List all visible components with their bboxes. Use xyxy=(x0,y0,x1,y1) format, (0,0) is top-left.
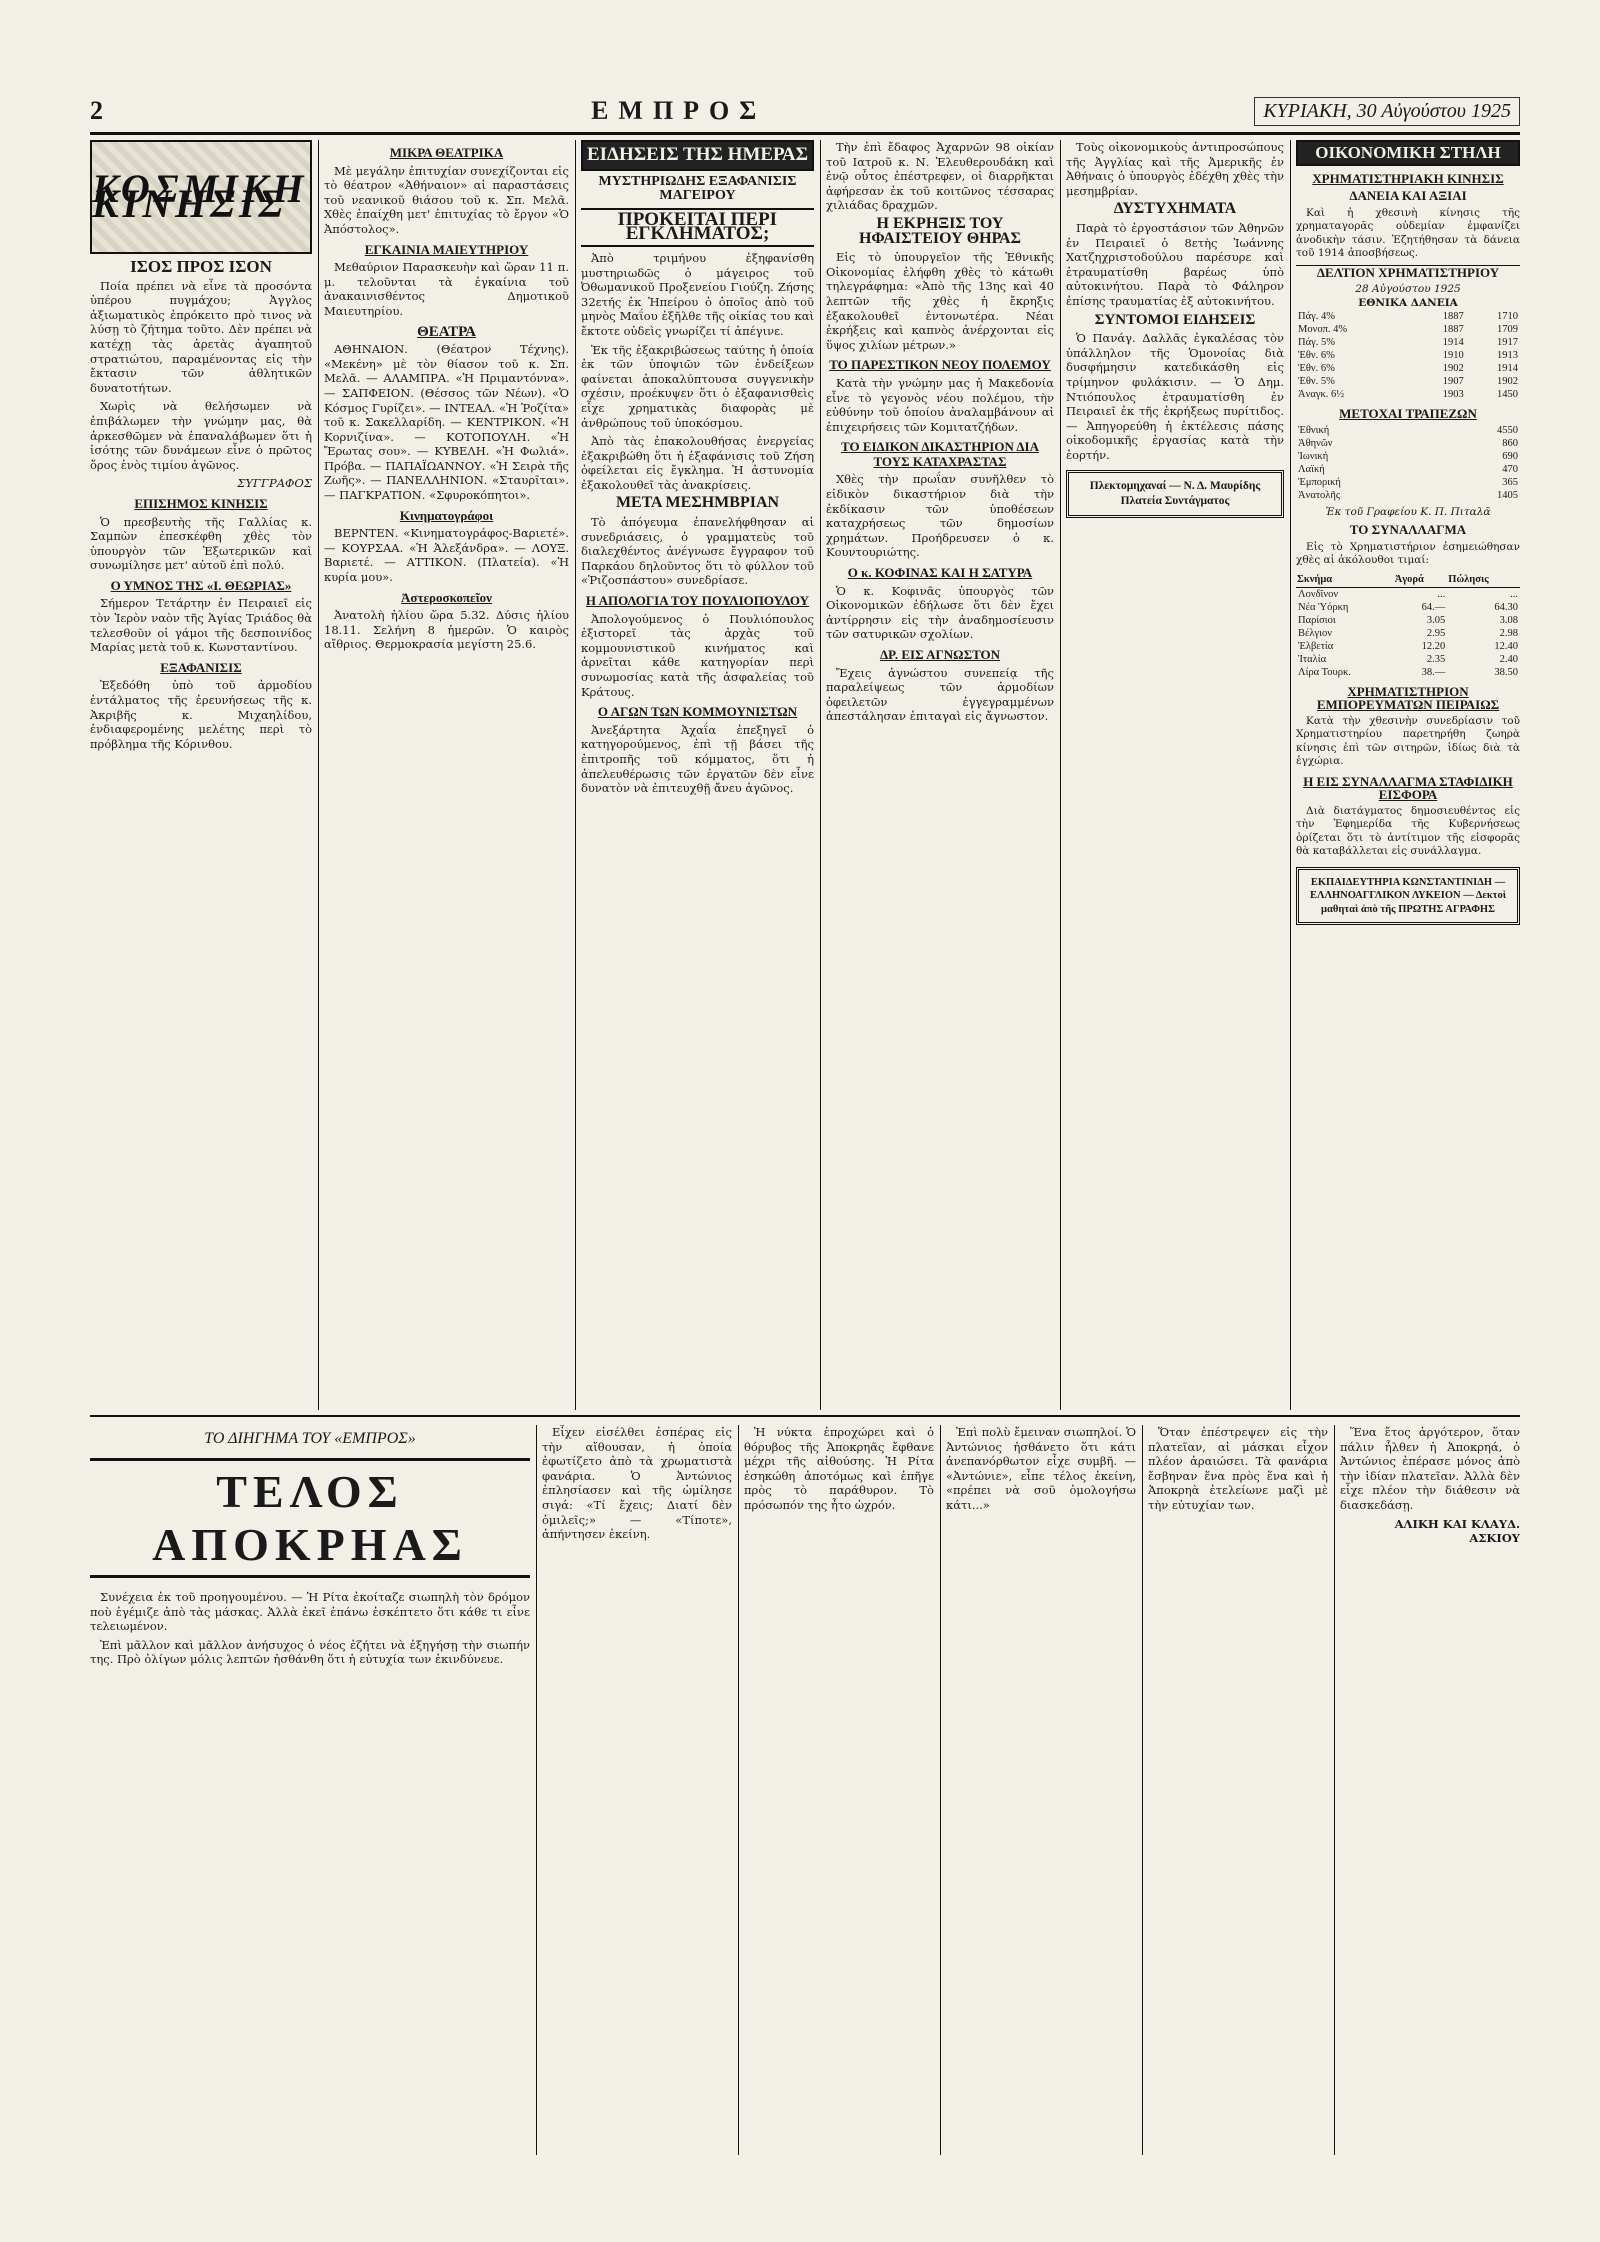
paragraph: Ἐπὶ μᾶλλον καὶ μᾶλλον ἀνήσυχος ὁ νέος ἐζήτει νὰ ἐξηγήσῃ τὴν σιωπήν της. Πρὸ ὀλίγων μόλις λεπτῶν ἠσθάνθη ὅτι ἡ εὐτυχία των ἐκινδύνευε. xyxy=(90,1637,530,1667)
paragraph: Τοὺς οἰκονομικοὺς ἀντιπροσώπους τῆς Ἀγγλίας καὶ τῆς Ἀμερικῆς ἐν Ἀθήναις ὁ ὑπουργὸς ἐδέχθη χθὲς τὴν μεσημβρίαν. xyxy=(1066,140,1284,198)
table-row xyxy=(1296,375,1520,388)
column-theatre xyxy=(324,140,569,1410)
table-cell: 64.30 xyxy=(1494,601,1518,613)
section-heading: ΔΡ. ΕΙΣ ΑΓΝΩΣΤΟΝ xyxy=(879,647,1001,662)
table-row xyxy=(1296,362,1520,375)
table-row xyxy=(1296,653,1520,666)
table-cell: Ἰωνική xyxy=(1298,450,1329,462)
table-cell: 1450 xyxy=(1497,389,1518,400)
fx-header: Πώλησις xyxy=(1447,572,1520,588)
paragraph: Εἶχεν εἰσέλθει ἐσπέρας εἰς τὴν αἴθουσαν, ἡ ὁποία ἐφωτίζετο ἀπὸ τὰ χρωματιστὰ φανάρια. Ὁ Ἀντώνιος ἐπλησίασεν καὶ τῆς ὡμίλησε σιγά: «Τί ἔχεις; Διατί δὲν ὁμιλεῖς;» — «Τίποτε», ἀπήντησεν ἐκείνη. xyxy=(542,1425,732,1542)
table-row xyxy=(1296,476,1520,489)
table-cell: 1405 xyxy=(1497,489,1518,501)
section-heading: ΧΡΗΜΑΤΙΣΤΗΡΙΑΚΗ ΚΙΝΗΣΙΣ xyxy=(1312,170,1504,186)
paragraph: Παρὰ τὸ ἐργοστάσιον τῶν Ἀθηνῶν ἐν Πειραιεῖ ὁ 8ετὴς Ἰωάννης Χατζηχριστοδούλου παρέσυρε καὶ ἐτραυματίσθη βαρέως ὑπὸ αὐτοκινήτου. Παρὰ τὸ Φάληρον ἐπίσης τραυματίας ἐξ αὐτοκινήτου. xyxy=(1066,220,1284,308)
section-heading-theatres: ΘΕΑΤΡΑ xyxy=(417,323,476,340)
section-heading: ΜΙΚΡΑ ΘΕΑΤΡΙΚΑ xyxy=(389,145,504,160)
story-col-5 xyxy=(1148,1425,1328,2155)
column-economy xyxy=(1296,140,1520,1410)
section-heading: ΔΑΝΕΙΑ ΚΑΙ ΑΞΙΑΙ xyxy=(1349,188,1467,203)
page-number: 2 xyxy=(90,96,103,125)
exchange-table xyxy=(1296,572,1520,679)
cinemas-list: ΒΕΡΝΤΕΝ. «Κινηματογράφος-Βαριετέ». — ΚΟΥΡΣΑΑ. «Ἡ Ἀλεξάνδρα». — ΛΟΥΞ. Βαριετέ. — ΑΤΤΙΚΟΝ. (Πλατεία). «Ἡ κυρία μου». xyxy=(324,526,569,585)
table-cell: Ἐθνική xyxy=(1298,424,1330,436)
section-heading: Η ΑΠΟΛΟΓΙΑ ΤΟΥ ΠΟΥΛΙΟΠΟΥΛΟΥ xyxy=(585,593,810,609)
table-cell: 1913 xyxy=(1497,350,1518,361)
section-heading: ΤΟ ΕΙΔΙΚΟΝ ΔΙΚΑΣΤΗΡΙΟΝ ΔΙΑ ΤΟΥΣ ΚΑΤΑΧΡΑΣΤΑΣ xyxy=(841,439,1039,469)
story-col-3 xyxy=(744,1425,934,2155)
table-cell: Ἀθηνῶν xyxy=(1298,437,1333,449)
bulletin-subheading: ΕΘΝΙΚΑ ΔΑΝΕΙΑ xyxy=(1358,296,1458,309)
table-cell: Ἐθν. 5% xyxy=(1298,376,1335,387)
advertisement-school: ΕΚΠΑΙΔΕΥΤΗΡΙΑ ΚΩΝΣΤΑΝΤΙΝΙΔΗ — ΕΛΛΗΝΟΑΓΓΛΙΚΟΝ ΛΥΚΕΙΟΝ — Δεκτοὶ μαθηταὶ ἀπὸ τῆς ΠΡΩΤΗΣ ΑΓΡΑΦΗΣ xyxy=(1296,867,1520,926)
paragraph: Ἀνατολὴ ἡλίου ὥρα 5.32. Δύσις ἡλίου 18.11. Σελήνη 8 ἡμερῶν. Ὁ καιρὸς αἴθριος. Θερμοκρασία μεγίστη 25.6. xyxy=(324,608,569,652)
paragraph: Ἀνεξάρτητα Ἀχαΐα ἐπεξηγεῖ ὁ κατηγορούμενος, ἐπὶ τῇ βάσει τῆς ἐπιτροπῆς τοῦ κόμματος, ὅτι ἡ ἀπελευθέρωσις τῶν ἐργατῶν δὲν εἶνε δυνατὸν νὰ ἐπιτευχθῇ ἄνευ ἀγῶνος. xyxy=(581,722,814,796)
section-heading: ΤΟ ΣΥΝΑΛΛΑΓΜΑ xyxy=(1349,522,1467,537)
paragraph: Ὅταν ἐπέστρεψεν εἰς τὴν πλατεῖαν, αἱ μάσκαι εἶχον πλέον ἀραιώσει. Τὰ φανάρια ἔσβηναν ἕνα πρὸς ἕνα καὶ ἡ Ἀποκρηὰ ἐτελείωνε μαζὶ μὲ τὴν εὐτυχίαν των. xyxy=(1148,1425,1328,1512)
paragraph: Σήμερον Τετάρτην ἐν Πειραιεῖ εἰς τὸν Ἱερὸν ναὸν τῆς Ἁγίας Τριάδος θὰ τελεσθοῦν οἱ γάμοι τῆς δεσποινίδος Μαρίας μετὰ τοῦ κ. Κωνσταντίνου. xyxy=(90,596,312,655)
column-society xyxy=(90,140,312,1410)
table-cell: Πάγ. 4% xyxy=(1298,311,1335,322)
paragraph: Μὲ μεγάλην ἐπιτυχίαν συνεχίζονται εἰς τὸ θέατρον «Ἀθήναιον» αἱ παραστάσεις τοῦ νεανικοῦ θιάσου τοῦ κ. Σπ. Μελᾶ. Χθὲς ἐπαίχθη μετ' ἐπιτυχίας τὸ ἔργον «Ὁ Ἀπόστολος». xyxy=(324,163,569,236)
table-cell: 3.05 xyxy=(1426,614,1446,626)
paragraph: Μεθαύριον Παρασκευὴν καὶ ὥραν 11 π. μ. τελοῦνται τὰ ἐγκαίνια τοῦ ἀνακαινισθέντος Δημοτικοῦ Μαιευτηρίου. xyxy=(324,260,569,318)
table-row xyxy=(1296,640,1520,653)
section-heading: ΕΓΚΑΙΝΙΑ ΜΑΙΕΥΤΗΡΙΟΥ xyxy=(364,241,529,257)
table-row xyxy=(1296,310,1520,323)
table-cell: Λονδῖνον xyxy=(1298,588,1339,600)
paragraph: Καὶ ἡ χθεσινὴ κίνησις τῆς χρηματαγορᾶς οὐδεμίαν ἐμφανίζει ἀνοδικὴν τάσιν. Ἐζητήθησαν τὰ δάνεια τοῦ 1914 ἀποσβήσεως. xyxy=(1296,206,1520,259)
paragraph: Εἰς τὸ ὑπουργεῖον τῆς Ἐθνικῆς Οἰκονομίας ἐλήφθη χθὲς τὸ κάτωθι τηλεγράφημα: «Ἀπὸ τῆς 13ης καὶ 40 λεπτῶν τῆς χθὲς ἡ ἔκρηξις ἐξακολουθεῖ ἐντονωτέρα. Νέαι ἐκρήξεις καὶ καπνὸς ἀνέρχονται εἰς ὕψος χιλίων μέτρων.» xyxy=(826,250,1054,352)
fx-header: Σκνήμα xyxy=(1296,572,1394,588)
table-cell: 64.— xyxy=(1421,601,1446,613)
table-cell: Ἀναγκ. 6½ xyxy=(1298,389,1345,400)
paragraph: Τὴν ἐπὶ ἔδαφος Ἀχαρνῶν 98 οἰκίαν τοῦ Ιατροῦ κ. Ν. Ἐλευθερουδάκη καὶ ἐνῷ οὗτος ἐπέστρεφεν, οἱ διαρρῆκται ἀφήρεσαν ἐκ τοῦ κοιτῶνος τέσσαρας χιλιάδας δραχμῶν. xyxy=(826,140,1054,213)
story-header xyxy=(90,1430,530,1580)
section-heading: Η ΕΙΣ ΣΥΝΑΛΛΑΓΜΑ ΣΤΑΦΙΔΙΚΗ ΕΙΣΦΟΡΑ xyxy=(1303,773,1513,802)
section-heading: Ο ΥΜΝΟΣ ΤΗΣ «Ι. ΘΕΩΡΙΑΣ» xyxy=(110,577,292,593)
table-cell: 1914 xyxy=(1442,337,1464,348)
table-row xyxy=(1296,424,1520,437)
section-heading: Κινηματογράφοι xyxy=(399,507,494,523)
table-row xyxy=(1296,349,1520,362)
table-cell: ... xyxy=(1510,588,1518,600)
section-heading: ΤΟ ΠΑΡΕΣΤΙΚΟΝ ΝΕΟΥ ΠΟΛΕΜΟΥ xyxy=(829,357,1051,373)
table-row xyxy=(1296,463,1520,476)
story-col-1 xyxy=(90,1590,530,2150)
table-row xyxy=(1296,601,1520,614)
table-row xyxy=(1296,627,1520,640)
table-cell: 1907 xyxy=(1442,376,1464,387)
loans-table xyxy=(1296,310,1520,401)
masthead xyxy=(90,90,1520,135)
table-cell: 2.40 xyxy=(1499,653,1518,665)
table-cell: 3.08 xyxy=(1499,614,1518,626)
table-cell: 1710 xyxy=(1497,311,1518,322)
section-heading: Η ΕΚΡΗΞΙΣ ΤΟΥ ΗΦΑΙΣΤΕΙΟΥ ΘΗΡΑΣ xyxy=(858,214,1022,247)
column-news-3 xyxy=(1066,140,1284,1410)
story-author: ΑΛΙΚΗ ΚΑΙ ΚΛΑΥΔ. ΑΣΚΙΟΥ xyxy=(1394,1516,1520,1546)
news-headline: ΠΡΟΚΕΙΤΑΙ ΠΕΡΙ ΕΓΚΛΗΜΑΤΟΣ; xyxy=(581,208,814,247)
paragraph: Ὁ κ. Κοφινᾶς ὑπουργὸς τῶν Οἰκονομικῶν ἐδήλωσε ὅτι δὲν ἔχει ἀντίρρησιν εἰς τὴν ἀναδημοσίευσιν τῶν σατυρικῶν σχολίων. xyxy=(826,583,1054,642)
section-heading: Ο κ. ΚΟΦΙΝΑΣ ΚΑΙ Η ΣΑΤΥΡΑ xyxy=(847,565,1033,581)
table-cell: 12.20 xyxy=(1421,640,1446,652)
table-cell: Ἑλβετία xyxy=(1298,640,1334,652)
section-heading: Ἀστεροσκοπεῖον xyxy=(401,589,492,605)
table-cell: Νέα Ὑόρκη xyxy=(1298,601,1349,613)
section-heading: ΕΞΑΦΑΝΙΣΙΣ xyxy=(160,659,242,675)
fx-header: Ἀγορά xyxy=(1394,572,1448,588)
section-heading: ΜΕΤΑ ΜΕΣΗΜΒΡΙΑΝ xyxy=(615,494,780,512)
table-row xyxy=(1296,388,1520,401)
table-cell: 1903 xyxy=(1442,389,1464,400)
table-cell: 1887 xyxy=(1442,324,1464,335)
paragraph: Ἐξεδόθη ὑπὸ τοῦ ἀρμοδίου ἐντάλματος τῆς ἐρευνήσεως τῆς κ. Ἀκριβῆς κ. Μιχαηλίδου, ἐνδιαφερομένης μελέτης περὶ τὸ πρόβλημα τῆς Κόρινθου. xyxy=(90,678,312,751)
section-heading: ΣΥΝΤΟΜΟΙ ΕΙΔΗΣΕΙΣ xyxy=(1094,311,1256,328)
paragraph: Κατὰ τὴν γνώμην μας ἡ Μακεδονία εἶνε τὸ γεγονὸς νέου πολέμου, τὴν εὐθύνην τοῦ ὁποίου ἀναλαμβάνουν αἱ ἐπιχειρήσεις τῶν Κομιτατζήδων. xyxy=(826,375,1054,434)
column-news xyxy=(581,140,814,1410)
bulletin-date: 28 Αὐγούστου 1925 xyxy=(1355,283,1461,295)
paragraph: Κατὰ τὴν χθεσινὴν συνεδρίασιν τοῦ Χρηματιστηρίου παρετηρήθη ζωηρὰ κίνησις ἐπὶ τῶν σιτηρῶν, ἰδίως διὰ τὰ ἐγχώρια. xyxy=(1296,714,1520,767)
section-heading: Ο ΑΓΩΝ ΤΩΝ ΚΟΜΜΟΥΝΙΣΤΩΝ xyxy=(597,704,798,720)
story-col-2 xyxy=(542,1425,732,2155)
table-cell: 1709 xyxy=(1497,324,1518,335)
table-cell: Ἐμπορική xyxy=(1298,476,1341,488)
table-row xyxy=(1296,666,1520,679)
story-title: ΤΕΛΟΣ ΑΠΟΚΡΗΑΣ xyxy=(90,1458,530,1578)
table-cell: 4550 xyxy=(1497,424,1518,436)
story-col-4 xyxy=(946,1425,1136,2155)
table-cell: 1914 xyxy=(1497,363,1518,374)
paragraph: Ἔχεις ἀγνώστου συνεπείᾳ τῆς παραλείψεως τῶν ἀρμοδίων ὀφειλετῶν ἐγγεγραμμένων ἀπεστάλησαν ἐπιταγαὶ εἰς ἄγνωστον. xyxy=(826,665,1054,724)
paragraph: Ἕνα ἔτος ἀργότερον, ὅταν πάλιν ἦλθεν ἡ Ἀποκρηά, ὁ Ἀντώνιος ἐπέρασε μόνος ἀπὸ τὴν ἰδίαν πλατεῖαν. Ἀλλὰ δὲν εἶχε πλέον τὴν διάθεσιν νὰ διασκεδάσῃ. xyxy=(1340,1425,1520,1512)
table-cell: Μονοπ. 4% xyxy=(1298,324,1348,335)
section-heading: ΔΥΣΤΥΧΗΜΑΤΑ xyxy=(1113,200,1237,218)
paragraph: Ἀπολογούμενος ὁ Πουλιόπουλος ἐξιστορεῖ τὰς ἀρχὰς τοῦ κομμουνιστικοῦ κινήματος καὶ ἀρνεῖται κάθε κατηγορίαν περὶ συνωμοσίας κατὰ τῆς ἀσφαλείας τοῦ Κράτους. xyxy=(581,611,814,699)
table-cell: 1902 xyxy=(1442,363,1464,374)
table-cell: 12.40 xyxy=(1494,640,1518,652)
table-cell: 1887 xyxy=(1442,311,1464,322)
table-cell: 38.— xyxy=(1421,666,1446,678)
table-cell: 2.95 xyxy=(1426,627,1446,639)
society-logo-text: ΚΟΣΜΙΚΗ ΚΙΝΗΣΙΣ xyxy=(92,166,308,226)
table-cell: ... xyxy=(1437,588,1446,600)
table-cell: 470 xyxy=(1502,463,1518,475)
table-cell: Βέλγιον xyxy=(1298,627,1332,639)
table-row xyxy=(1296,323,1520,336)
table-cell: Λαϊκή xyxy=(1298,463,1325,475)
table-row xyxy=(1296,614,1520,627)
paragraph: Ὁ Πανάγ. Δαλλᾶς ἐγκαλέσας τὸν ὑπάλληλον τῆς Ὁμονοίας διὰ δυσφήμησιν κατεδικάσθη εἰς τρίμηνον φυλάκισιν. — Ὁ Δημ. Ντιόπουλος ἐτραυματίσθη ἐν Πειραιεῖ ἐκ τῆς ἐκρήξεως πυρίτιδος. — Ἀπηγορεύθη ἡ ἐκτέλεσις πάσης οἰκοδομικῆς ἐργασίας κατὰ τὴν ἑορτήν. xyxy=(1066,331,1284,462)
table-cell: Ἰταλία xyxy=(1298,653,1327,665)
story-kicker: ΤΟ ΔΙΗΓΗΜΑ ΤΟΥ «ΕΜΠΡΟΣ» xyxy=(204,1430,416,1447)
table-cell: Λίρα Τουρκ. xyxy=(1298,666,1351,678)
table-cell: Πάγ. 5% xyxy=(1298,337,1335,348)
paragraph: Εἰς τὸ Χρηματιστήριον ἐσημειώθησαν χθὲς αἱ ἀκόλουθοι τιμαί: xyxy=(1296,540,1520,566)
table-row xyxy=(1296,450,1520,463)
section-heading: ΧΡΗΜΑΤΙΣΤΗΡΙΟΝ ΕΜΠΟΡΕΥΜΑΤΩΝ ΠΕΙΡΑΙΩΣ xyxy=(1316,683,1500,712)
paragraph: Ἀπὸ τὰς ἐπακολουθήσας ἐνεργείας ἐξακριβώθη ὅτι ἡ ἐξαφάνισις τοῦ Ζήση ὀφείλεται εἰς ἔγκλημα. Ἡ ἀστυνομία ἐξακολουθεῖ τὰς ἀνακρίσεις. xyxy=(581,434,814,492)
story-col-6 xyxy=(1340,1425,1520,2155)
paragraph: Διὰ διατάγματος δημοσιευθέντος εἰς τὴν Ἐφημερίδα τῆς Κυβερνήσεως ὁρίζεται ὅτι τὸ ἀντίτιμον τῆς εἰσφορᾶς θὰ καταβάλλεται εἰς συνάλλαγμα. xyxy=(1296,804,1520,857)
table-cell: 38.50 xyxy=(1494,666,1518,678)
banks-table xyxy=(1296,424,1520,502)
source-note: Ἐκ τοῦ Γραφείου Κ. Π. Πιταλᾶ xyxy=(1325,505,1491,518)
table-cell: 690 xyxy=(1502,450,1518,462)
paragraph: Ἐπὶ πολὺ ἔμειναν σιωπηλοί. Ὁ Ἀντώνιος ἠσθάνετο ὅτι κάτι ἀνεπανόρθωτον εἶχε συμβῆ. — «Ἀντώνιε», εἶπε τέλος ἐκείνη, «πρέπει νὰ σοῦ ὁμολογήσω κάτι...» xyxy=(946,1425,1136,1512)
table-row xyxy=(1296,489,1520,502)
theatres-list: ΑΘΗΝΑΙΟΝ. (Θέατρον Τέχνης). «Μεκένη» μὲ τὸν θίασον τοῦ κ. Σπ. Μελᾶ. — ΑΛΑΜΠΡΑ. «Ἡ Πριμαντόννα». — ΣΑΠΦΕΙΟΝ. (Θέσσος τῶν Νέων). «Ὁ Κόσμος Γυρίζει». — ΙΝΤΕΑΛ. «Ἡ Ῥοζίτα» τοῦ κ. Σακελλαρίδη. — ΚΕΝΤΡΙΚΟΝ. «Ἡ Κορνιζίνα». — ΚΟΤΟΠΟΥΛΗ. «Ἡ Ἔρωτας σου». — ΚΥΒΕΛΗ. «Ἡ Φωλιά». Πρόβα. — ΠΑΠΑΪΩΑΝΝΟΥ. «Ἡ Σειρὰ τῆς Ζωῆς». — ΠΑΝΕΛΛΗΝΙΟΝ. «Σταυρῖται». — ΠΑΓΚΡΑΤΙΟΝ. «Σφυροκόπητοι». xyxy=(324,342,569,503)
column-news-2 xyxy=(826,140,1054,1410)
economy-header: ΟΙΚΟΝΟΜΙΚΗ ΣΤΗΛΗ xyxy=(1296,140,1520,166)
table-cell: Παρίσιοι xyxy=(1298,614,1336,626)
paragraph: Τὸ ἀπόγευμα ἐπανελήφθησαν αἱ συνεδριάσεις, ὁ γραμματεὺς τοῦ διαλεχθέντος ἀνέγνωσε ἔγγραφον τοῦ Παρκάου δηλοῦντος ὅτι τὸ φύλλον τοῦ «Ῥιζοσπάστου» συνεδρίασε. xyxy=(581,515,814,588)
table-cell: Ἐθν. 6% xyxy=(1298,350,1335,361)
table-cell: 2.98 xyxy=(1499,627,1518,639)
table-cell: 2.35 xyxy=(1426,653,1446,665)
table-row xyxy=(1296,437,1520,450)
table-cell: 1902 xyxy=(1497,376,1518,387)
issue-date: ΚΥΡΙΑΚΗ, 30 Αὐγούστου 1925 xyxy=(1254,97,1520,126)
paragraph: Χθὲς τὴν πρωΐαν συνῆλθεν τὸ εἰδικὸν δικαστήριον διὰ τὴν ἐκδίκασιν τῶν ὑποθέσεων καταχρήσεως τῶν δημοσίων χρημάτων. Προήδρευσεν ὁ κ. Κουντουριώτης. xyxy=(826,472,1054,560)
paragraph: Ἡ νύκτα ἐπροχώρει καὶ ὁ θόρυβος τῆς Ἀποκρηᾶς ἔφθανε μέχρι τῆς αἰθούσης. Ἡ Ρίτα ἐσηκώθη ἀποτόμως καὶ ἐπῆγε πρὸς τὸ παράθυρον. Τὸ πρόσωπόν της ἦτο ὠχρόν. xyxy=(744,1425,934,1512)
section-heading: ΔΕΛΤΙΟΝ ΧΡΗΜΑΤΙΣΤΗΡΙΟΥ xyxy=(1296,265,1520,280)
paragraph: Ἐκ τῆς ἐξακριβώσεως ταύτης ἡ ὁποία ἐκ τῶν ὑποψιῶν τῶν ἐνδείξεων φαίνεται ἀποκαλύπτουσα συγγενικὴν σχέσιν, προέκυψεν ὅτι ὁ ἐξαφανισθεὶς εἶχε χρηματικὰς διαφορὰς μὲ ἀνθρώπους τοῦ ὑποκόσμου. xyxy=(581,342,814,430)
table-cell: 1917 xyxy=(1497,337,1518,348)
society-logo xyxy=(90,140,312,254)
paragraph: Συνέχεια ἐκ τοῦ προηγουμένου. — Ἡ Ρίτα ἐκοίταζε σιωπηλὴ τὸν δρόμον ποὺ ἐγέμιζε ἀπὸ τὰς μάσκας. Ἀλλὰ ἐκεῖ ἐπάνω ἐσκέπτετο ὅτι κάθε τι εἶνε τελειωμένον. xyxy=(90,1590,530,1634)
table-cell: 860 xyxy=(1502,437,1518,449)
article-title-isos: ΙΣΟΣ ΠΡΟΣ ΙΣΟΝ xyxy=(130,257,272,276)
paragraph: Χωρὶς νὰ θελήσωμεν νὰ ἐπιβάλωμεν τὴν γνώμην μας, θὰ ἀρκεσθῶμεν νὰ ἐπαναλάβωμεν ὅτι ἡ ἰσότης τῶν δυνάμεων εἶνε ὁ πρῶτος ὅρος ἑνὸς τιμίου ἀγῶνος. xyxy=(90,399,312,472)
paragraph: Ποία πρέπει νὰ εἶνε τὰ προσόντα ὑπέρου πυγμάχου; Ἀγγλος ἀξιωματικὸς ἐπρόκειτο πρὸ τινος νὰ λύσῃ τὸ ζήτημα τοῦτο. Δὲν πρέπει νὰ κατέχῃ τὰς ἀρετὰς ἀγαπητοῦ στρατιώτου, παραμένοντας εἰς τὴν ἔκτασιν τῶν ἀθλητικῶν δυνατοτήτων. xyxy=(90,278,312,395)
section-heading: ΜΕΤΟΧΑΙ ΤΡΑΠΕΖΩΝ xyxy=(1339,406,1477,421)
section-heading: ΕΠΙΣΗΜΟΣ ΚΙΝΗΣΙΣ xyxy=(134,495,268,511)
news-kicker: ΜΥΣΤΗΡΙΩΔΗΣ ΕΞΑΦΑΝΙΣΙΣ ΜΑΓΕΙΡΟΥ xyxy=(598,173,797,204)
signature: ΣΥΓΓΡΑΦΟΣ xyxy=(237,476,312,491)
paragraph: Ἀπὸ τριμήνου ἐξηφανίσθη μυστηριωδῶς ὁ μάγειρος τοῦ Ὀθωμανικοῦ Προξενείου Γιούζη. Ζήσης 32ετής ἐκ Ἠπείρου ὁ ὁποῖος ἀπὸ τοῦ μηνὸς Μαΐου ἐξῆλθε τῆς οἰκίας του καὶ ἔκτοτε οὐδεὶς γνωρίζει τί ἀπέγινε. xyxy=(581,250,814,338)
table-cell: Ἐθν. 6% xyxy=(1298,363,1335,374)
advertisement-knitting: Πλεκτομηχαναί — Ν. Δ. Μαυρίδης Πλατεία Συντάγματος xyxy=(1066,470,1284,517)
newspaper-name: ΕΜΠΡΟΣ xyxy=(591,96,767,125)
table-row xyxy=(1296,336,1520,349)
paragraph: Ὁ πρεσβευτὴς τῆς Γαλλίας κ. Σαμπὼν ἐπεσκέφθη χθὲς τὸν ὑπουργὸν τῶν Ἐξωτερικῶν καὶ συνωμίλησε μετ' αὐτοῦ ἐπὶ πολύ. xyxy=(90,514,312,573)
table-row xyxy=(1296,587,1520,601)
table-cell: 1910 xyxy=(1442,350,1464,361)
table-cell: 365 xyxy=(1502,476,1518,488)
table-cell: Ἀνατολῆς xyxy=(1298,489,1341,501)
news-header: ΕΙΔΗΣΕΙΣ ΤΗΣ ΗΜΕΡΑΣ xyxy=(581,140,814,171)
